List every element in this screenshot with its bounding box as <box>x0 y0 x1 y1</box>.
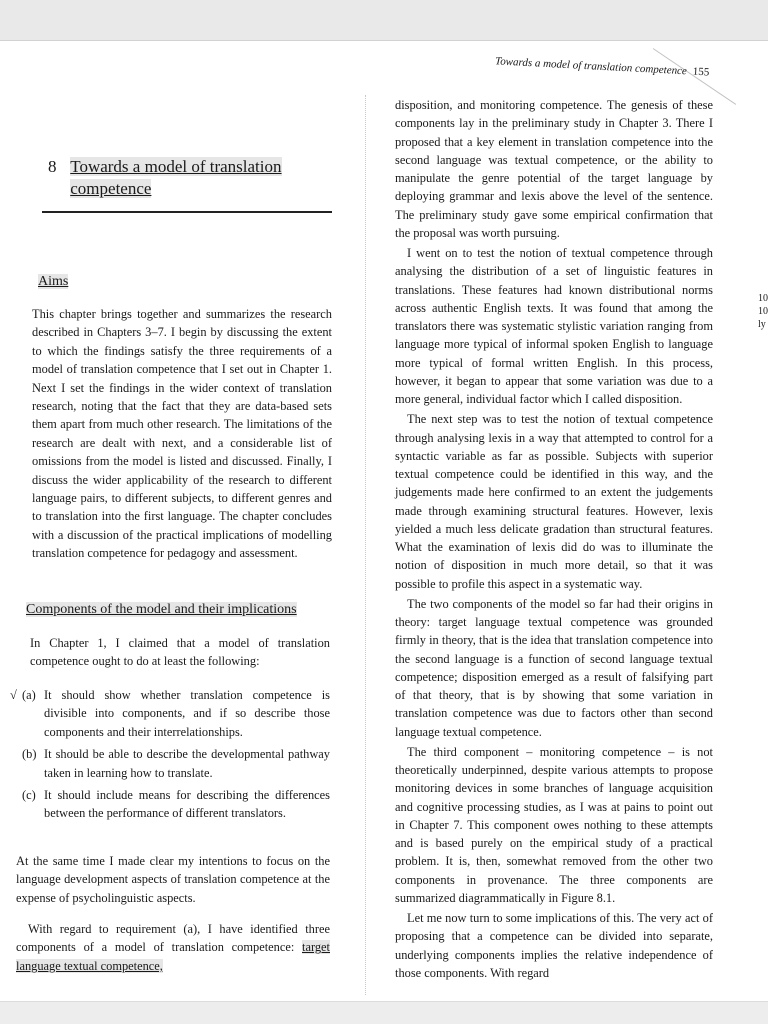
requirement-a-paragraph <box>16 920 330 975</box>
requirement-label: (c) <box>22 788 36 803</box>
right-paragraph: The next step was to test the notion of textual competence through analysing lexis in a way that attempted to control for a syntactic variable as far as possible. Subjects with superior textual competence could be identified in this way, and the judgements made here confirmed to an extent the judgements made through examining structural features. However, lexis yielded a much less delicate gradation than structural features. What the examination of lexis did do was to illuminate the notion of disposition in much more detail, so that it was possible to profile this aspect in a systematic way. <box>395 412 713 591</box>
requirement-text: It should include means for describing the differences between the performance of different translators. <box>44 788 330 821</box>
aims-heading-text: Aims <box>38 274 69 289</box>
right-paragraph: I went on to test the notion of textual competence through analysing the distribution of a set of linguistic features in translations. These features had known distributional norms across authentic English texts. It was found that among the translators there was systematic stylistic variation ranging from language more typical of informal spoken English to language more typical of formal written English. In this process, however, it began to appear that some variation was due to a more general, individual factor which I called disposition. <box>395 246 713 406</box>
scan-top-edge <box>0 0 768 41</box>
chapter-title <box>70 156 295 200</box>
aims-heading <box>38 274 68 290</box>
components-heading <box>26 602 297 618</box>
page-gutter <box>365 95 366 995</box>
chapter-number: 8 <box>48 157 57 176</box>
margin-fragment: 10 10 ly <box>758 293 768 330</box>
requirement-a-lead: With regard to requirement (a), I have identified three components of a model of translation competence: <box>16 922 330 955</box>
requirement-text: It should be able to describe the developmental pathway taken in learning how to translate. <box>44 747 330 780</box>
requirements-list <box>10 686 330 827</box>
tick-mark: √ <box>10 688 17 702</box>
right-paragraph: Let me now turn to some implications of this. The very act of proposing that a competence can be divided into separate, underlying components implies the relative independence of those components. With regard <box>395 911 713 980</box>
chapter-rule <box>42 211 332 213</box>
highlighted-phrase: target language textual competence, <box>16 940 330 973</box>
right-column <box>395 96 713 984</box>
running-head-title: Towards a model of translation competence <box>494 55 688 78</box>
components-intro: In Chapter 1, I claimed that a model of translation competence ought to do at least the following: <box>30 636 330 669</box>
requirement-item <box>14 745 330 782</box>
requirement-text: It should show whether translation competence is divisible into components, and if so describe those components and their interrelationships. <box>44 688 330 739</box>
chapter-title-text: Towards a model of translation competence <box>70 157 282 198</box>
right-paragraph: The two components of the model so far had their origins in theory: target language textual competence was grounded firmly in theory, that is the idea that translation competence into the second language is a function of second language textual competence; disposition emerged as a result of falsifying part of that theory, that is by showing that some variation in translation competence was due to factors other than second language textual competence. <box>395 596 713 739</box>
running-head <box>494 55 710 79</box>
right-paragraph: disposition, and monitoring competence. The genesis of these components lay in the preliminary study in Chapter 3. There I proposed that a key element in translation competence into the second language was textual competence, or the ability to manipulate the genre potential of the target language by deploying grammar and lexis above the level of the sentence. The preliminary study gave some empirical confirmation that the proposal was worth pursuing. <box>395 98 713 240</box>
components-heading-text: Components of the model and their implications <box>26 602 297 617</box>
scan-bottom-edge <box>0 1001 768 1024</box>
aims-paragraph: This chapter brings together and summarizes the research described in Chapters 3–7. I begin by discussing the extent to which the findings satisfy the three requirements of a model of translation competence that I set out in Chapter 1. Next I set the findings in the wider context of translation research, noting that the fact that they are data-based sets them apart from much other research. The limitations of the research are dealt with next, and a considerable list of omissions from the model is listed and discussed. Finally, I discuss the wider applicability of the research to different language pairs, to different subjects, to different genres and to translation into the first language. The chapter concludes with a discussion of the practical implications of modelling translation competence for pedagogy and assessment. <box>32 307 332 561</box>
page-number: 155 <box>692 65 710 79</box>
requirement-item <box>10 686 330 741</box>
requirement-item <box>14 786 330 823</box>
chapter-heading <box>48 156 298 200</box>
requirement-label: (b) <box>22 747 37 762</box>
right-paragraph: The third component – monitoring competence – is not theoretically underpinned, despite various attempts to propose monitoring devices in some branches of language acquisition and cognitive processing studies, as I was at pains to point out in Chapter 7. This component owes nothing to these attempts and is based purely on the empirical study of a practical problem. It is, then, somewhat removed from the other two components in provenance. The three components are summarized diagrammatically in Figure 8.1. <box>395 744 713 905</box>
focus-paragraph: At the same time I made clear my intentions to focus on the language development aspects of translation competence at the expense of psycholinguistic aspects. <box>16 854 330 905</box>
requirement-label: (a) <box>22 688 36 702</box>
